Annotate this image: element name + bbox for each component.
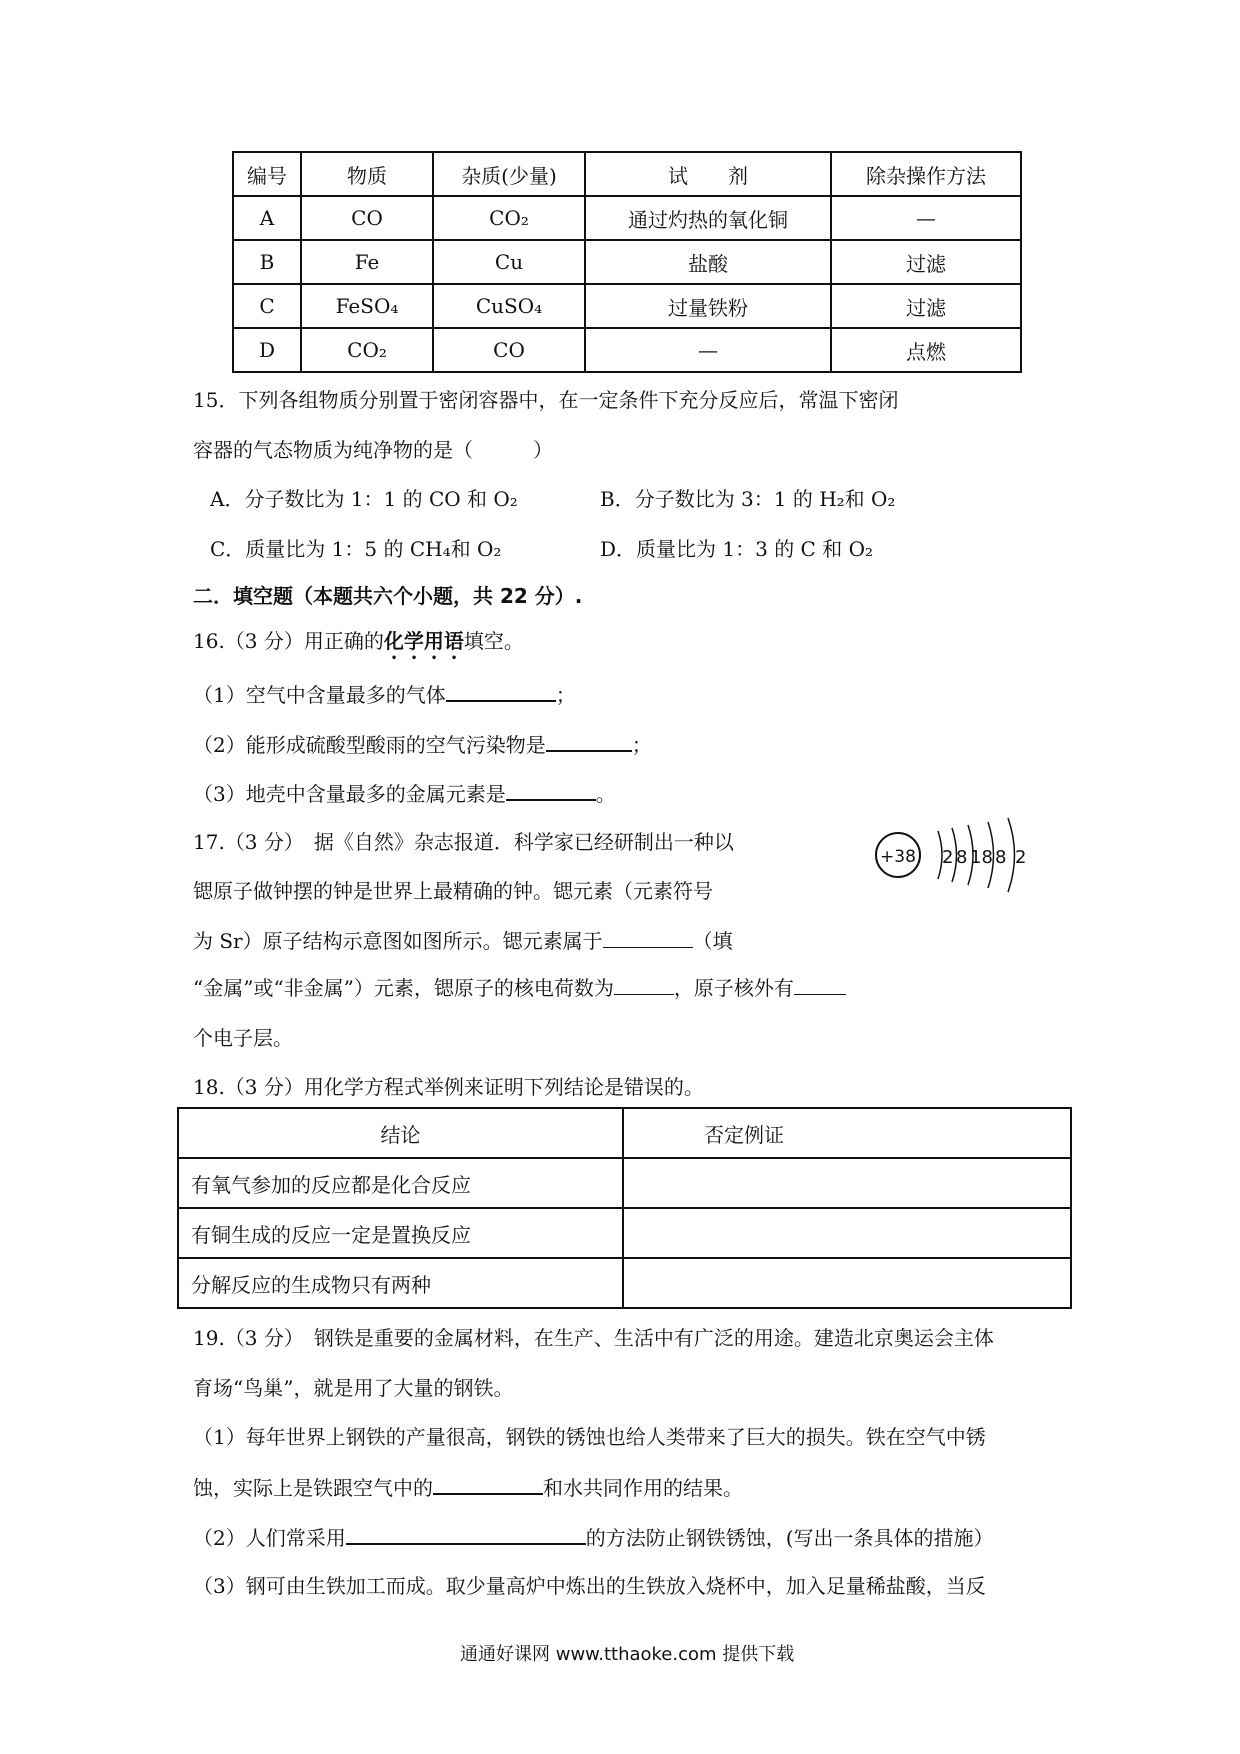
q19-line1: 19.（3 分） 钢铁是重要的金属材料，在生产、生活中有广泛的用途。建造北京奥运会主体 [193,1326,994,1350]
answer-blank[interactable] [794,972,846,995]
q17-line2: 锶原子做钟摆的钟是世界上最精确的钟。锶元素（元素符号 [193,879,713,903]
q16-part2-end: ； [631,733,652,757]
header-cell: 杂质(少量) [433,152,585,196]
table-cell: A [233,196,301,240]
q16-part1 [193,678,576,708]
page-footer: 通通好课网 www.tthaoke.com 提供下载 [460,1644,795,1665]
q19-part2-text: （2）人们常采用 [193,1526,346,1550]
header-cell: 否定例证 [623,1108,1071,1158]
q17-line4-mid: ，原子核外有 [673,976,794,1000]
answer-cell[interactable] [623,1208,1071,1258]
table-cell: — [585,328,831,372]
answer-blank[interactable] [614,972,674,995]
q19-part1-text: 蚀，实际上是铁跟空气中的 [193,1476,433,1500]
answer-blank[interactable] [433,1471,543,1495]
q19-part2-end: 的方法防止钢铁锈蚀，(写出一条具体的措施） [585,1526,994,1550]
table-cell: D [233,328,301,372]
q17-line4 [193,972,846,1001]
q15-option-d: D．质量比为 1：3 的 C 和 O₂ [600,537,873,561]
answer-cell[interactable] [623,1158,1071,1208]
q19-part3: （3）钢可由生铁加工而成。取少量高炉中炼出的生铁放入烧杯中，加入足量稀盐酸，当反 [193,1574,986,1598]
table-row [233,196,1021,240]
q19-part1-end: 和水共同作用的结果。 [543,1476,743,1500]
table-row [233,284,1021,328]
nucleus-charge: +38 [880,847,916,867]
q15-option-a: A．分子数比为 1：1 的 CO 和 O₂ [210,487,518,511]
table-row [233,240,1021,284]
q16-part3-text: （3）地壳中含量最多的金属元素是 [193,782,506,806]
q16-part2 [193,728,652,758]
q15-line1: 15．下列各组物质分别置于密闭容器中，在一定条件下充分反应后，常温下密闭 [193,388,899,412]
q17-line1: 17.（3 分） 据《自然》杂志报道．科学家已经研制出一种以 [193,830,734,854]
answer-cell[interactable] [623,1258,1071,1308]
shell-arc [1008,818,1015,892]
q17-line3-text: 为 Sr）原子结构示意图如图所示。锶元素属于 [193,929,603,953]
q16-intro-emphasis: 化学用语 [383,629,464,653]
conclusion-cell: 分解反应的生成物只有两种 [178,1258,623,1308]
table-row [178,1258,1071,1308]
table-cell: CO [301,196,433,240]
impurity-table [232,151,1022,373]
answer-blank[interactable] [546,728,632,752]
header-cell: 试 剂 [585,152,831,196]
table-cell: CO [433,328,585,372]
q19-part2 [193,1521,994,1551]
q16-intro-post: 填空。 [463,629,524,653]
q15-option-c: C．质量比为 1：5 的 CH₄和 O₂ [210,537,502,561]
answer-blank[interactable] [603,925,693,948]
shell-electrons: 2 [942,847,954,868]
atom-structure-diagram [870,808,1040,898]
q17-line3 [193,925,733,954]
q16-part1-end: ； [555,683,576,707]
header-cell: 结论 [178,1108,623,1158]
header-cell: 除杂操作方法 [831,152,1021,196]
table-cell: 过滤 [831,240,1021,284]
q17-line5: 个电子层。 [193,1026,293,1050]
q18-intro: 18.（3 分）用化学方程式举例来证明下列结论是错误的。 [193,1075,704,1099]
q16-part2-text: （2）能形成硫酸型酸雨的空气污染物是 [193,733,546,757]
table-cell: FeSO₄ [301,284,433,328]
q17-line3-end: （填 [692,929,733,953]
table-cell: 通过灼热的氧化铜 [585,196,831,240]
header-cell: 编号 [233,152,301,196]
table-cell: B [233,240,301,284]
table-header-row [178,1108,1071,1158]
table-cell: 过量铁粉 [585,284,831,328]
table-cell: CO₂ [433,196,585,240]
q19-part1-line1: （1）每年世界上钢铁的产量很高，钢铁的锈蚀也给人类带来了巨大的损失。铁在空气中锈 [193,1425,986,1449]
q15-option-b: B．分子数比为 3：1 的 H₂和 O₂ [600,487,896,511]
q16-intro-pre: 16.（3 分）用正确的 [193,629,384,653]
conclusion-cell: 有氧气参加的反应都是化合反应 [178,1158,623,1208]
answer-blank[interactable] [446,678,556,702]
q16-part3 [193,777,616,807]
shell-electrons: 18 [970,847,993,868]
table-header-row [233,152,1021,196]
q16-part1-text: （1）空气中含量最多的气体 [193,683,446,707]
table-cell: C [233,284,301,328]
header-cell: 物质 [301,152,433,196]
table-cell: 过滤 [831,284,1021,328]
shell-electrons: 8 [956,847,968,868]
q19-line2: 育场“鸟巢”，就是用了大量的钢铁。 [193,1376,514,1400]
table-cell: Fe [301,240,433,284]
table-row [178,1158,1071,1208]
shell-electrons: 8 [995,847,1007,868]
q15-line2: 容器的气态物质为纯净物的是（ ） [193,438,553,462]
section-title: 二．填空题（本题共六个小题，共 22 分）. [193,584,583,608]
shell-electrons: 2 [1015,847,1027,868]
conclusion-cell: 有铜生成的反应一定是置换反应 [178,1208,623,1258]
answer-blank[interactable] [346,1521,586,1545]
q16-intro [193,625,524,664]
q17-line4-text: “金属”或“非金属”）元素，锶原子的核电荷数为 [193,976,614,1000]
table-cell: Cu [433,240,585,284]
q16-part3-end: 。 [595,782,616,806]
table-row [233,328,1021,372]
table-cell: — [831,196,1021,240]
table-cell: 盐酸 [585,240,831,284]
counterexample-table [177,1107,1072,1309]
table-cell: CuSO₄ [433,284,585,328]
q19-part1-line2 [193,1471,743,1501]
table-row [178,1208,1071,1258]
answer-blank[interactable] [506,777,596,801]
table-cell: 点燃 [831,328,1021,372]
table-cell: CO₂ [301,328,433,372]
